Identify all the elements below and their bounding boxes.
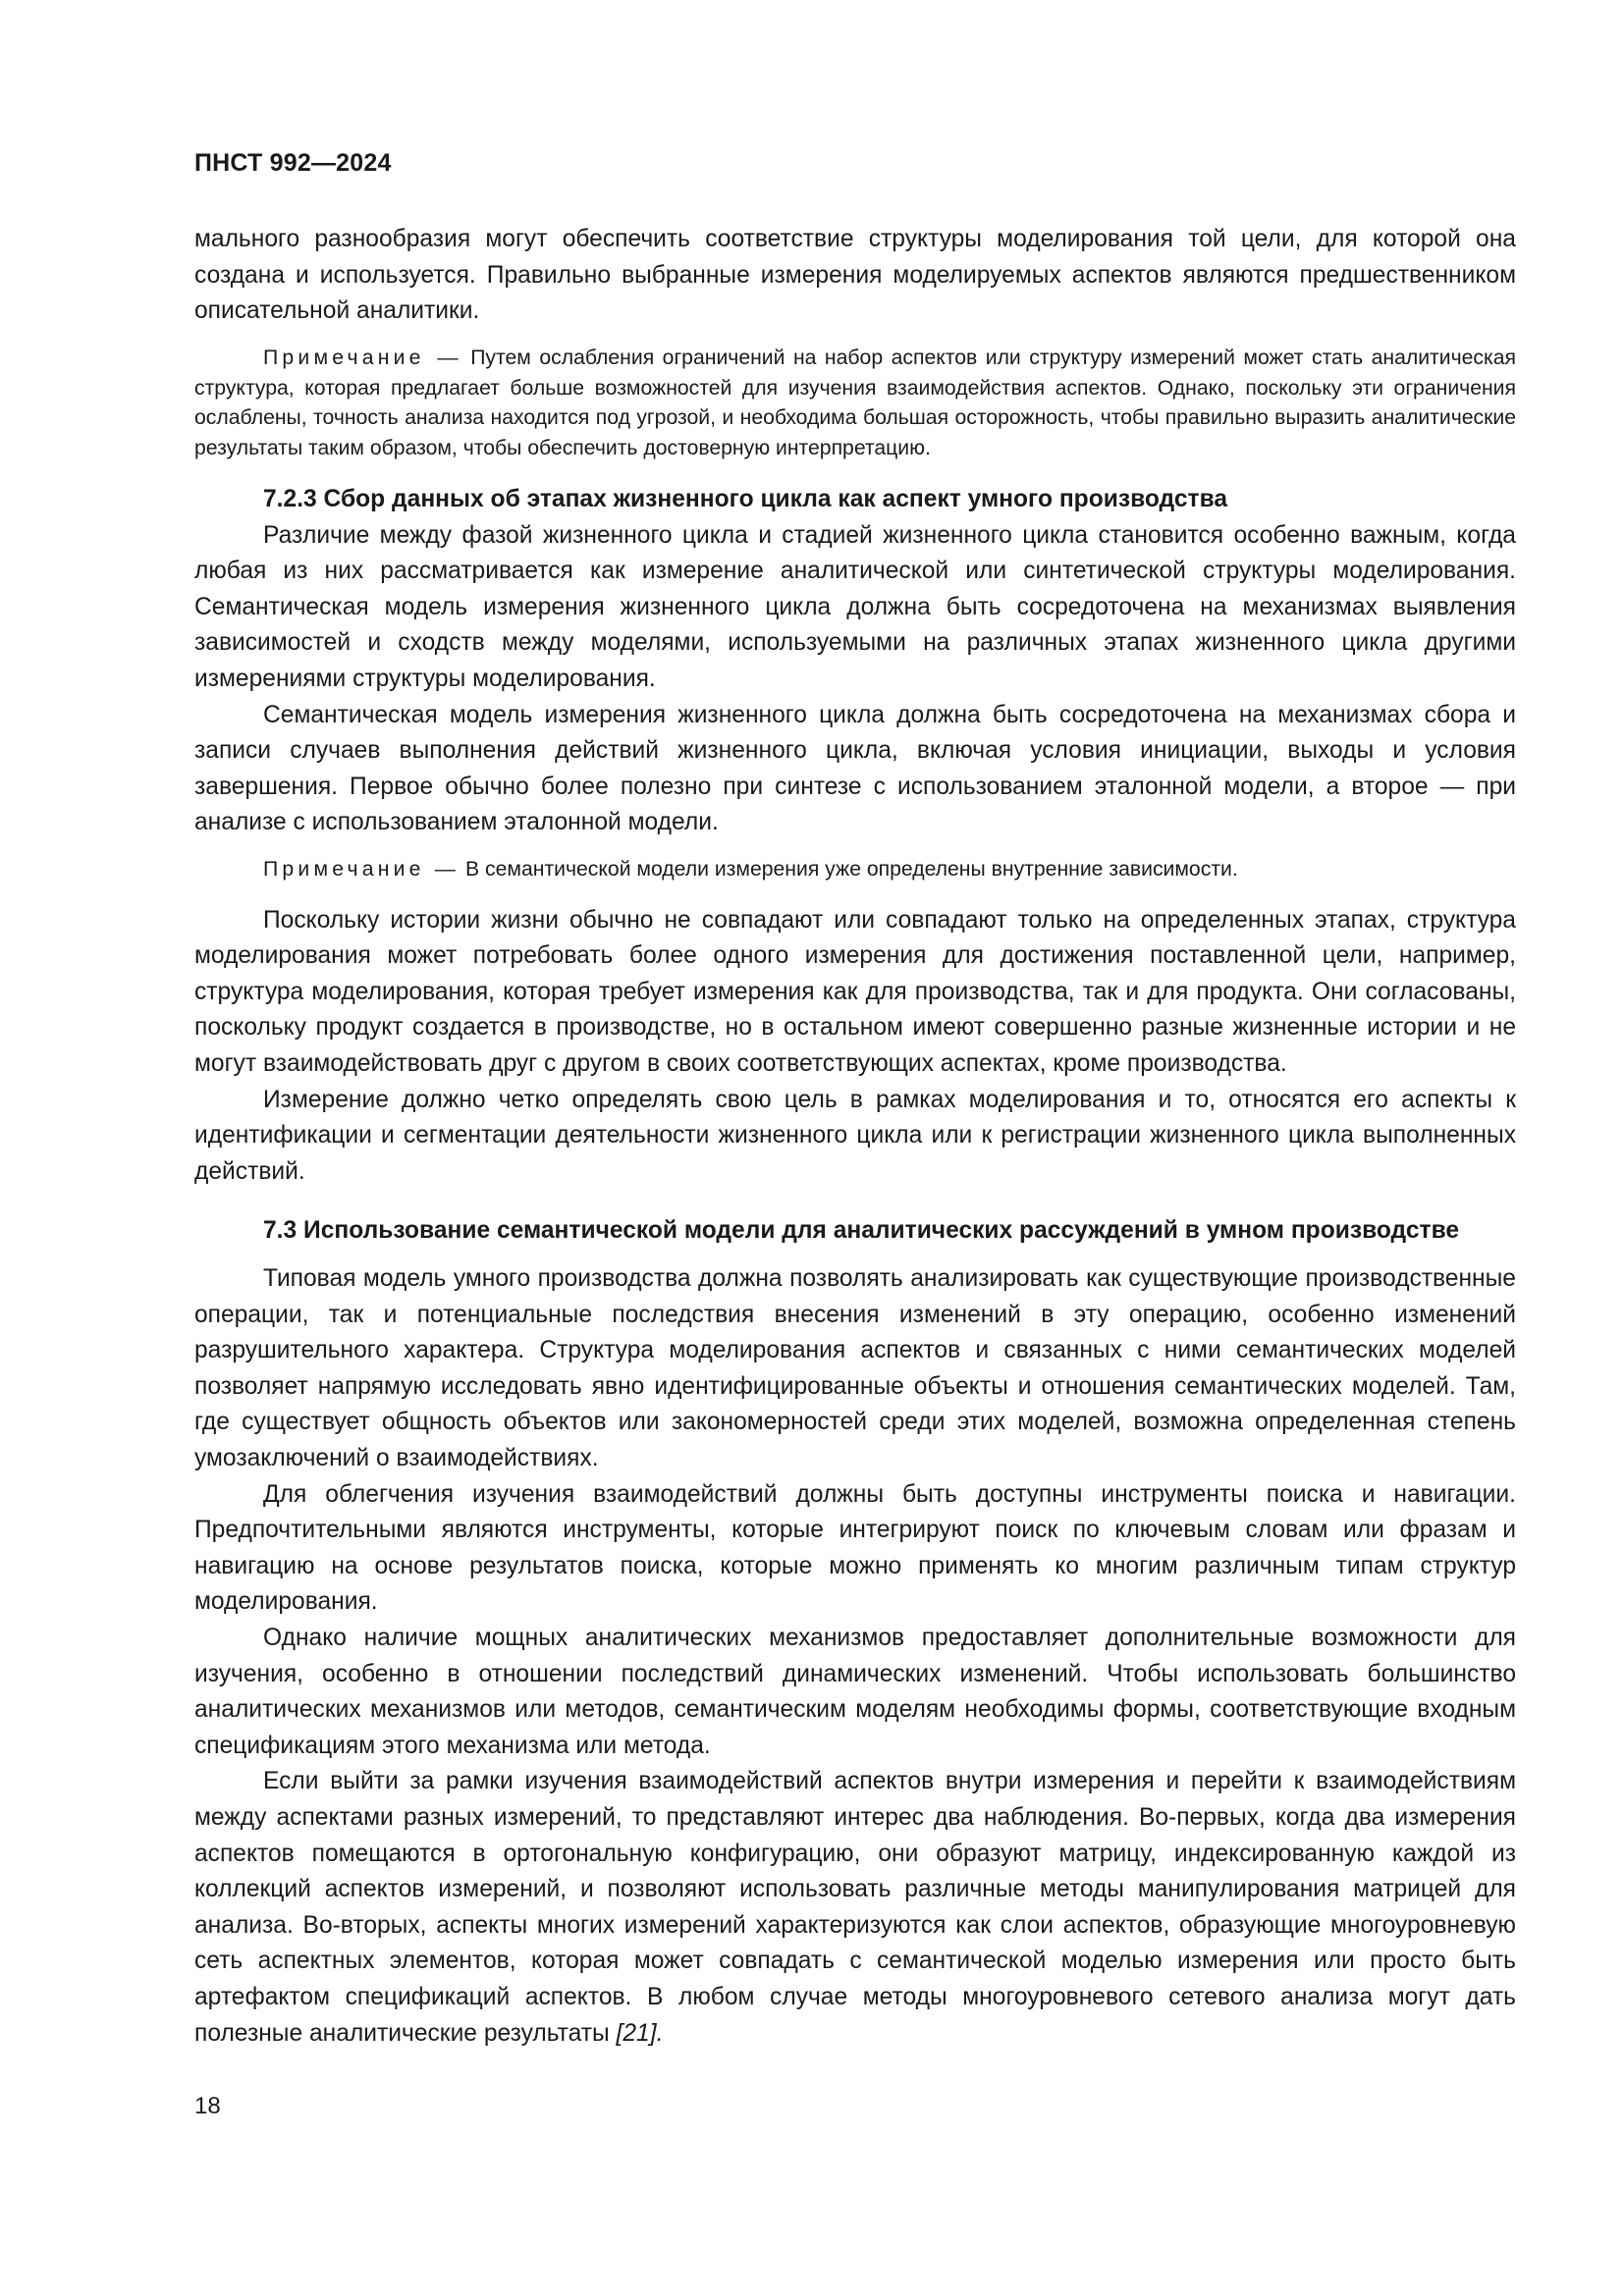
paragraph: Поскольку истории жизни обычно не совпадают или совпадают только на определенных этапах, структура моделирования может потребовать более одного измерения для достижения поставленной цели, например, структура моделирования, которая требует измерения как для производства, так и для продукта. Они согласованы, поскольку продукт создается в производстве, но в остальном имеют совершенно разные жизненные истории и не могут взаимодействовать друг с другом в своих соответствующих аспектах, кроме производства. xyxy=(194,906,1516,1078)
paragraph: Типовая модель умного производства должна позволять анализировать как существующие производственные операции, так и потенциальные последствия внесения изменений в эту операцию, особенно изменений разрушительного характера. Структура моделирования аспектов и связанных с ними семантических моделей позволяет напрямую исследовать явно идентифицированные объекты и отношения семантических моделей. Там, где существует общность объектов или закономерностей среди этих моделей, возможна определенная степень умозаключений о взаимодействиях. xyxy=(194,1265,1516,1472)
paragraph-text: Если выйти за рамки изучения взаимодействий аспектов внутри измерения и перейти к взаимодействиям между аспектами разных измерений, то представляют интерес два наблюдения. Во-первых, когда два измерения аспектов помещаются в ортогональную конфигурацию, они образуют матрицу, индексированную каждой из коллекций аспектов измерений, и позволяют использовать различные методы манипулирования матрицей для анализа. Во-вторых, аспекты многих измерений характеризуются как слои аспектов, образующие многоуровневую сеть аспектных элементов, которая может совпадать с семантической моделью измерения или просто быть артефактом спецификаций аспектов. В любом случае методы многоуровневого сетевого анализа могут дать полезные аналитические результаты xyxy=(194,1768,1516,2047)
note-label: Примечание — xyxy=(263,857,460,881)
note-text: Путем ослабления ограничений на набор аспектов или структуру измерений может стать аналитическая структура, которая предлагает больше возможностей для изучения взаимодействия аспектов. Однако, поскольку эти ограничения ослаблены, точность анализа находится под угрозой, и необходима большая осторожность, чтобы правильно выразить аналитические результаты таким образом, чтобы обеспечить достоверную интерпретацию. xyxy=(194,346,1517,460)
note-label: Примечание — xyxy=(263,346,462,369)
paragraph: Однако наличие мощных аналитических механизмов предоставляет дополнительные возможности для изучения, особенно в отношении последствий динамических изменений. Чтобы использовать большинство аналитических механизмов или методов, семантическим моделям необходимы формы, соответствующие входным спецификациям этого механизма или метода. xyxy=(194,1624,1516,1759)
section-7-2-3-heading: 7.2.3 Сбор данных об этапах жизненного цикла как аспект умного производства xyxy=(263,485,1228,512)
note-1 xyxy=(194,344,1516,464)
paragraph xyxy=(194,1764,1516,2052)
section-7-3-heading: 7.3 Использование семантической модели для аналитических рассуждений в умном производстве xyxy=(263,1217,1460,1245)
paragraph-continuation: мального разнообразия могут обеспечить соответствие структуры моделирования той цели, для которой она создана и используется. Правильно выбранные измерения моделируемых аспектов являются предшественником описательной аналитики. xyxy=(194,226,1516,325)
document-id: ПНСТ 992—2024 xyxy=(194,149,392,177)
note-2 xyxy=(194,855,1516,885)
paragraph: Различие между фазой жизненного цикла и стадией жизненного цикла становится особенно важным, когда любая из них рассматривается как измерение аналитической или синтетической структуры моделирования. Семантическая модель измерения жизненного цикла должна быть сосредоточена на механизмах выявления зависимостей и сходств между моделями, используемыми на различных этапах жизненного цикла другими измерениями структуры моделирования. xyxy=(194,521,1516,692)
bibliography-reference: [21]. xyxy=(616,2019,664,2047)
paragraph: Семантическая модель измерения жизненного цикла должна быть сосредоточена на механизмах сбора и записи случаев выполнения действий жизненного цикла, включая условия инициации, выходы и условия завершения. Первое обычно более полезно при синтезе с использованием эталонной модели, а второе — при анализе с использованием эталонной модели. xyxy=(194,701,1516,836)
paragraph: Для облегчения изучения взаимодействий должны быть доступны инструменты поиска и навигации. Предпочтительными являются инструменты, которые интегрируют поиск по ключевым словам или фразам и навигацию на основе результатов поиска, которые можно применять ко многим различным типам структур моделирования. xyxy=(194,1480,1516,1616)
page-number: 18 xyxy=(194,2093,221,2119)
paragraph: Измерение должно четко определять свою цель в рамках моделирования и то, относятся его аспекты к идентификации и сегментации деятельности жизненного цикла или к регистрации жизненного цикла выполненных действий. xyxy=(194,1086,1516,1185)
document-body xyxy=(194,222,1516,2052)
note-text: В семантической модели измерения уже определены внутренние зависимости. xyxy=(465,857,1238,881)
